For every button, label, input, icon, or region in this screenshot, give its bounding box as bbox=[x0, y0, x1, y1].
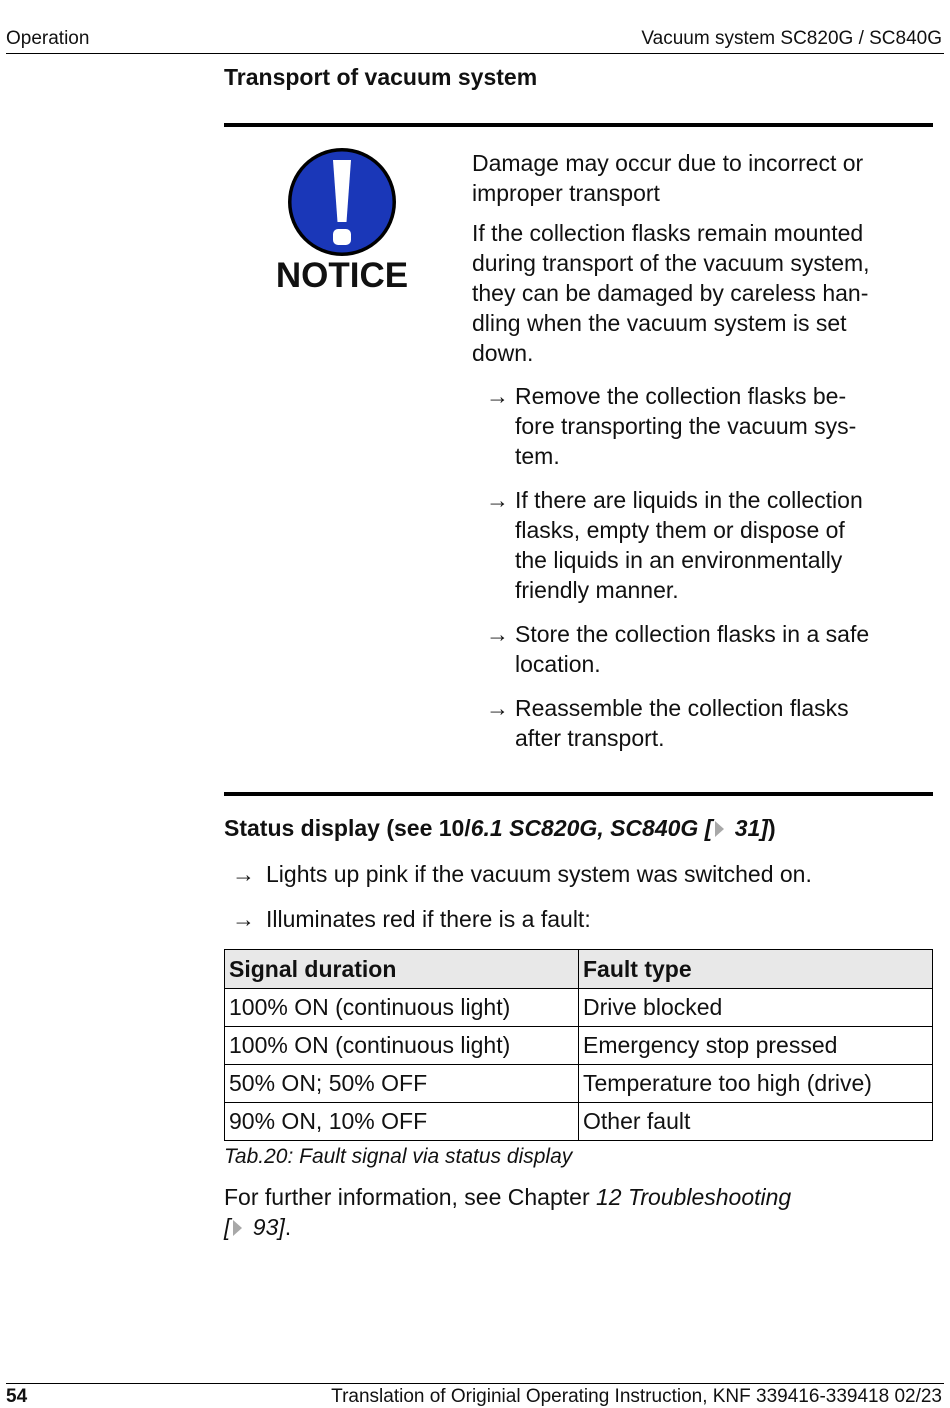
page-number: 54 bbox=[6, 1386, 28, 1407]
status-cross-reference-link[interactable]: 6.1 SC820G, SC840G [ 31] bbox=[470, 815, 768, 841]
section-title: Transport of vacuum system bbox=[224, 64, 538, 90]
table-row bbox=[225, 989, 933, 1027]
footer-document-info: Translation of Originial Operating Instruction, KNF 339416-339418 02/23 bbox=[331, 1386, 942, 1407]
column-header: Signal duration bbox=[225, 950, 579, 989]
page-ref-triangle-icon bbox=[233, 1220, 242, 1236]
table-row bbox=[225, 1103, 933, 1141]
arrow-right-icon: → bbox=[486, 487, 509, 513]
table-header-row bbox=[225, 950, 933, 989]
fault-signal-table bbox=[224, 949, 933, 1141]
arrow-right-icon: → bbox=[486, 695, 509, 721]
notice-action-item: → Reassemble the collection flasks after transport. bbox=[486, 695, 849, 751]
arrow-right-icon: → bbox=[232, 906, 255, 932]
header-divider bbox=[6, 53, 944, 54]
notice-heading: Damage may occur due to incorrect or improper transport bbox=[472, 150, 864, 206]
status-display-heading: Status display (see 10/6.1 SC820G, SC840G [ 31]) bbox=[224, 815, 776, 841]
table-row bbox=[225, 1065, 933, 1103]
notice-action-item: → Remove the collection flasks be- fore transporting the vacuum sys- tem. bbox=[486, 383, 857, 469]
notice-bottom-rule bbox=[224, 792, 933, 796]
status-bullet: → Lights up pink if the vacuum system was switched on. bbox=[232, 861, 812, 887]
notice-top-rule bbox=[224, 123, 933, 127]
notice-action-item: → Store the collection flasks in a safe location. bbox=[486, 621, 870, 677]
running-header-product: Vacuum system SC820G / SC840G bbox=[641, 28, 942, 49]
table-cell: Drive blocked bbox=[579, 989, 933, 1027]
table-row bbox=[225, 1027, 933, 1065]
table-cell: 50% ON; 50% OFF bbox=[225, 1065, 579, 1103]
notice-signal-word: NOTICE bbox=[275, 256, 409, 295]
running-header-chapter: Operation bbox=[6, 28, 90, 49]
table-cell: 100% ON (continuous light) bbox=[225, 989, 579, 1027]
chapter-cross-reference-link[interactable]: 12 Troubleshooting [ 93] bbox=[224, 1184, 792, 1240]
exclamation-warning-icon bbox=[286, 146, 398, 258]
notice-action-item: → If there are liquids in the collection flasks, empty them or dispose of the liquids in an environmentally friendly manner. bbox=[486, 487, 863, 603]
status-bullet: → Illuminates red if there is a fault: bbox=[232, 906, 591, 932]
table-cell: Temperature too high (drive) bbox=[579, 1065, 933, 1103]
page-ref-triangle-icon bbox=[715, 821, 724, 837]
table-caption: Tab.20: Fault signal via status display bbox=[224, 1145, 573, 1168]
arrow-right-icon: → bbox=[486, 383, 509, 409]
arrow-right-icon: → bbox=[486, 621, 509, 647]
table-cell: 90% ON, 10% OFF bbox=[225, 1103, 579, 1141]
table-cell: Emergency stop pressed bbox=[579, 1027, 933, 1065]
notice-body: If the collection flasks remain mounted during transport of the vacuum system, they can be damaged by careless han- dling when the vacuum system is set down. bbox=[472, 220, 870, 366]
table-cell: 100% ON (continuous light) bbox=[225, 1027, 579, 1065]
table-cell: Other fault bbox=[579, 1103, 933, 1141]
column-header: Fault type bbox=[579, 950, 933, 989]
footer-divider bbox=[6, 1383, 944, 1384]
arrow-right-icon: → bbox=[232, 861, 255, 887]
further-information-text: For further information, see Chapter 12 Troubleshooting [ 93]. bbox=[224, 1184, 792, 1240]
